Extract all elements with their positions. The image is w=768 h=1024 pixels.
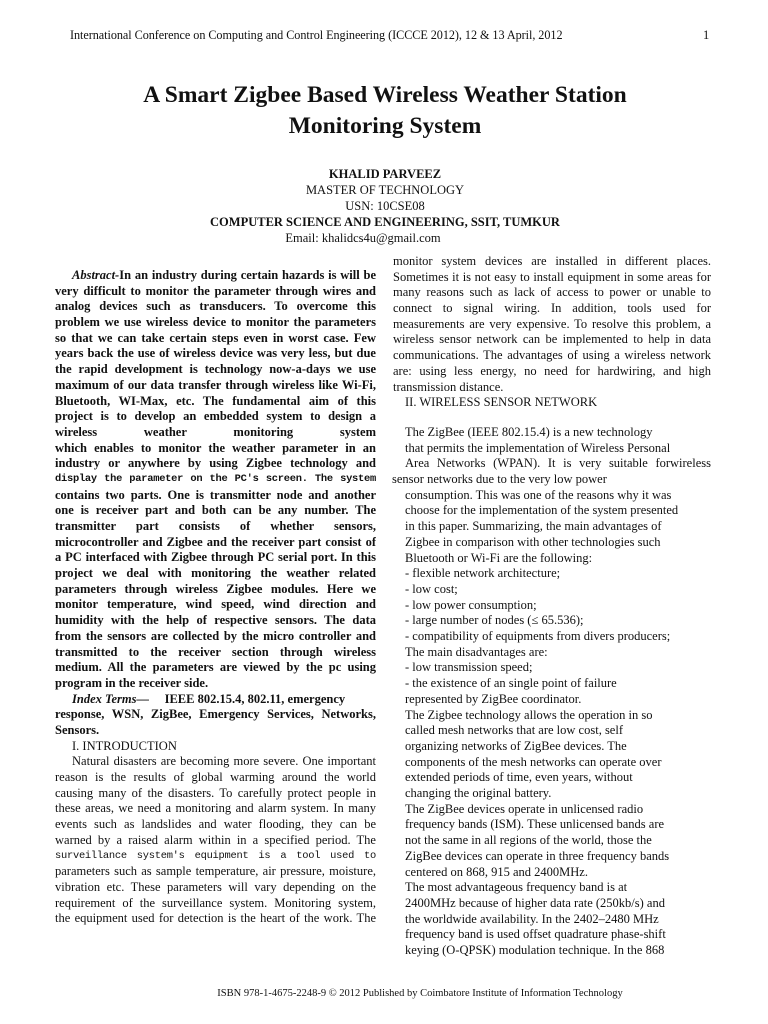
zigbee-intro-line: The ZigBee (IEEE 802.15.4) is a new technology xyxy=(405,424,653,439)
intro-cont-line: are: using less energy, no need for hardwiring, and high xyxy=(393,363,711,378)
intro-cont-line: wireless sensor network can be implemented to help in data xyxy=(393,332,711,347)
page-number: 1 xyxy=(703,28,710,42)
author-email: Email: khalidcs4u@gmail.com xyxy=(285,231,441,245)
abstract-line: project is to develop an embedded system to design a xyxy=(55,409,376,424)
abstract-line: humidity with the help of respective sensors. The data xyxy=(55,613,376,628)
ism-line: 2400MHz because of higher data rate (250kb/s) and xyxy=(405,895,665,910)
section-spacer xyxy=(393,411,711,425)
intro-line: surveillance system's equipment is a tool used to xyxy=(55,849,376,862)
intro-line: parameters such as sample temperature, air pressure, moisture, xyxy=(55,864,376,879)
intro-line: requirement of the surveillance system. Monitoring system, xyxy=(55,895,376,910)
intro-line: reason is the results of global warming around the world xyxy=(55,770,376,785)
mesh-line: extended periods of time, even years, without xyxy=(405,770,633,785)
abstract-line: Bluetooth, WI-Max, etc. The fundamental aim of this xyxy=(55,393,376,408)
intro-line: events such as landslides and water flooding, they can be xyxy=(55,817,376,832)
index-terms-label: Index Terms— xyxy=(72,691,149,706)
mesh-line: called mesh networks that are low cost, self xyxy=(405,723,623,738)
abstract-line: industry or anywhere by using Zigbee technology and xyxy=(55,456,376,471)
intro-cont-line: monitor system devices are installed in different places. xyxy=(393,254,711,268)
index-terms-line: response, WSN, ZigBee, Emergency Services, Networks, xyxy=(55,707,376,722)
title-line: A Smart Zigbee Based Wireless Weather Station xyxy=(143,82,627,108)
disadvantages-heading: The main disadvantages are: xyxy=(405,644,548,659)
abstract-line: project we deal with monitoring the weather related xyxy=(55,566,376,581)
ism-line: The ZigBee devices operate in unlicensed radio xyxy=(405,801,644,816)
abstract-line: microcontroller and Zigbee and the receiver part consist of xyxy=(55,534,376,549)
abstract-line: years back the use of wireless device was very less, but due xyxy=(55,346,376,361)
abstract-line: one is receiver part and both can be any number. The xyxy=(55,503,376,518)
index-terms-first-line xyxy=(55,692,376,708)
abstract-line: parameters through wireless Zigbee modules. Here we xyxy=(55,581,376,596)
ism-line: frequency band is used offset quadrature phase-shift xyxy=(405,927,666,942)
disadvantage-item: - low transmission speed; xyxy=(405,660,533,675)
abstract-line: display the parameter on the PC's screen. The system xyxy=(55,472,376,485)
author-degree: MASTER OF TECHNOLOGY xyxy=(305,183,465,197)
author-block xyxy=(180,166,590,246)
abstract-line: a PC interfaced with Zigbee through PC serial port. In this xyxy=(55,550,376,565)
zigbee-intro-line: consumption. This was one of the reasons why it was xyxy=(405,487,672,502)
abstract-line: the rapid development is technology now-a-days we use xyxy=(55,362,376,377)
disadvantage-item: represented by ZigBee coordinator. xyxy=(405,691,582,706)
abstract-line: medium. All the parameters are viewed by the pc using xyxy=(55,660,376,675)
abstract-line: monitor temperature, wind speed, wind direction and xyxy=(55,597,376,612)
intro-cont-line: measurements are very expensive. To resolve this problem, a xyxy=(393,316,711,331)
author-usn: USN: 10CSE08 xyxy=(345,199,425,213)
abstract-line: analog devices such as transducers. To overcome this xyxy=(55,299,376,314)
intro-line: vibration etc. These parameters will vary depending on the xyxy=(55,879,376,894)
abstract-line: maximum of our data transfer through wireless like Wi-Fi, xyxy=(55,377,376,392)
ism-line: keying (O-QPSK) modulation technique. In the 868 xyxy=(405,943,665,958)
intro-line: causing many of the disasters. To carefully protect people in xyxy=(55,785,376,800)
abstract-line: contains two parts. One is transmitter node and another xyxy=(55,487,376,502)
abstract-line: which enables to monitor the weather parameter in an xyxy=(55,440,376,455)
abstract-line: very difficult to monitor the parameter through wires and xyxy=(55,283,376,298)
left-column xyxy=(55,268,376,927)
abstract-line: transmitter part consists of whether sensors, xyxy=(55,519,376,533)
mesh-line: organizing networks of ZigBee devices. The xyxy=(405,738,627,753)
mesh-line: The Zigbee technology allows the operation in so xyxy=(405,707,653,722)
ism-line: frequency bands (ISM). These unlicensed bands are xyxy=(405,817,665,832)
zigbee-intro-line: Bluetooth or Wi-Fi are the following: xyxy=(405,550,593,565)
ism-line: not the same in all regions of the world, those the xyxy=(405,833,652,848)
mesh-line: changing the original battery. xyxy=(405,786,552,801)
page-footer xyxy=(0,988,768,999)
zigbee-intro-line: that permits the implementation of Wireless Personal xyxy=(405,440,671,455)
advantage-item: - low power consumption; xyxy=(405,597,537,612)
title-line: Monitoring System xyxy=(288,113,482,139)
mesh-line: components of the mesh networks can operate over xyxy=(405,754,662,769)
section-heading-introduction: I. INTRODUCTION xyxy=(72,738,177,753)
abstract-line: wireless weather monitoring system xyxy=(55,424,376,439)
advantage-item: - compatibility of equipments from divers producers; xyxy=(405,629,671,644)
abstract-line: transmitted to the receiver section through wireless xyxy=(55,644,376,659)
ism-line: The most advantageous frequency band is at xyxy=(405,880,628,895)
right-column xyxy=(393,254,711,959)
zigbee-intro-line: in this paper. Summarizing, the main advantages of xyxy=(405,519,662,534)
abstract-label: Abstract- xyxy=(72,268,120,282)
intro-line: the equipment used for detection is the heart of the work. The xyxy=(55,911,376,926)
abstract-line: program in the receiver side. xyxy=(55,675,209,690)
index-terms-line: Sensors. xyxy=(55,722,100,737)
abstract-line: so that we can take certain steps even in worst case. Few xyxy=(55,330,376,345)
intro-cont-line: many reasons such as lack of access to power or unable to xyxy=(393,285,711,300)
zigbee-intro-line: Area Networks (WPAN). It is very suitable forwireless xyxy=(405,456,711,471)
advantage-item: - low cost; xyxy=(405,581,458,596)
intro-cont-line: connect to signal wiring. In addition, tools used for xyxy=(393,301,711,316)
disadvantage-item: - the existence of an single point of failure xyxy=(405,676,617,691)
advantage-item: - flexible network architecture; xyxy=(405,566,561,581)
abstract-line: problem we use wireless device to monitor the parameters xyxy=(55,315,376,330)
intro-line: warned by a raised alarm within in a specified period. The xyxy=(55,832,376,847)
author-name: KHALID PARVEEZ xyxy=(328,167,442,181)
index-terms-line: IEEE 802.15.4, 802.11, emergency xyxy=(164,691,346,706)
intro-cont-line: communications. The advantages of using a wireless network xyxy=(393,348,711,363)
running-head: International Conference on Computing and Control Engineering (ICCCE 2012), 12 & 13 April, 2012 xyxy=(70,28,563,42)
abstract-first-line xyxy=(55,268,376,284)
intro-cont-line: transmission distance. xyxy=(393,379,504,394)
intro-cont-line: Sometimes it is not easy to install equipment in some areas for xyxy=(393,269,711,284)
zigbee-intro-line: Zigbee in comparison with other technologies such xyxy=(405,534,661,549)
abstract-line: In an industry during certain hazards is will be xyxy=(119,268,376,282)
ism-line: ZigBee devices can operate in three frequency bands xyxy=(405,848,670,863)
section-heading-wireless-sensor-network: II. WIRELESS SENSOR NETWORK xyxy=(405,395,598,410)
paper-title xyxy=(80,80,690,142)
intro-line: Natural disasters are becoming more severe. One important xyxy=(72,754,376,769)
abstract-line: from the sensors are collected by the micro controller and xyxy=(55,628,376,643)
footer-text: ISBN 978-1-4675-2248-9 © 2012 Published by Coimbatore Institute of Information Technology xyxy=(217,988,623,999)
ism-line: centered on 868, 915 and 2400MHz. xyxy=(405,864,588,879)
ism-line: the worldwide availability. In the 2402–2480 MHz xyxy=(405,911,659,926)
author-department: COMPUTER SCIENCE AND ENGINEERING, SSIT, TUMKUR xyxy=(210,215,560,229)
intro-line: these areas, we need a monitoring and alarm system. In many xyxy=(55,801,376,816)
zigbee-intro-line: choose for the implementation of the system presented xyxy=(405,503,679,518)
advantage-item: - large number of nodes (≤ 65.536); xyxy=(405,613,584,628)
zigbee-intro-line: sensor networks due to the very low power xyxy=(392,472,607,486)
